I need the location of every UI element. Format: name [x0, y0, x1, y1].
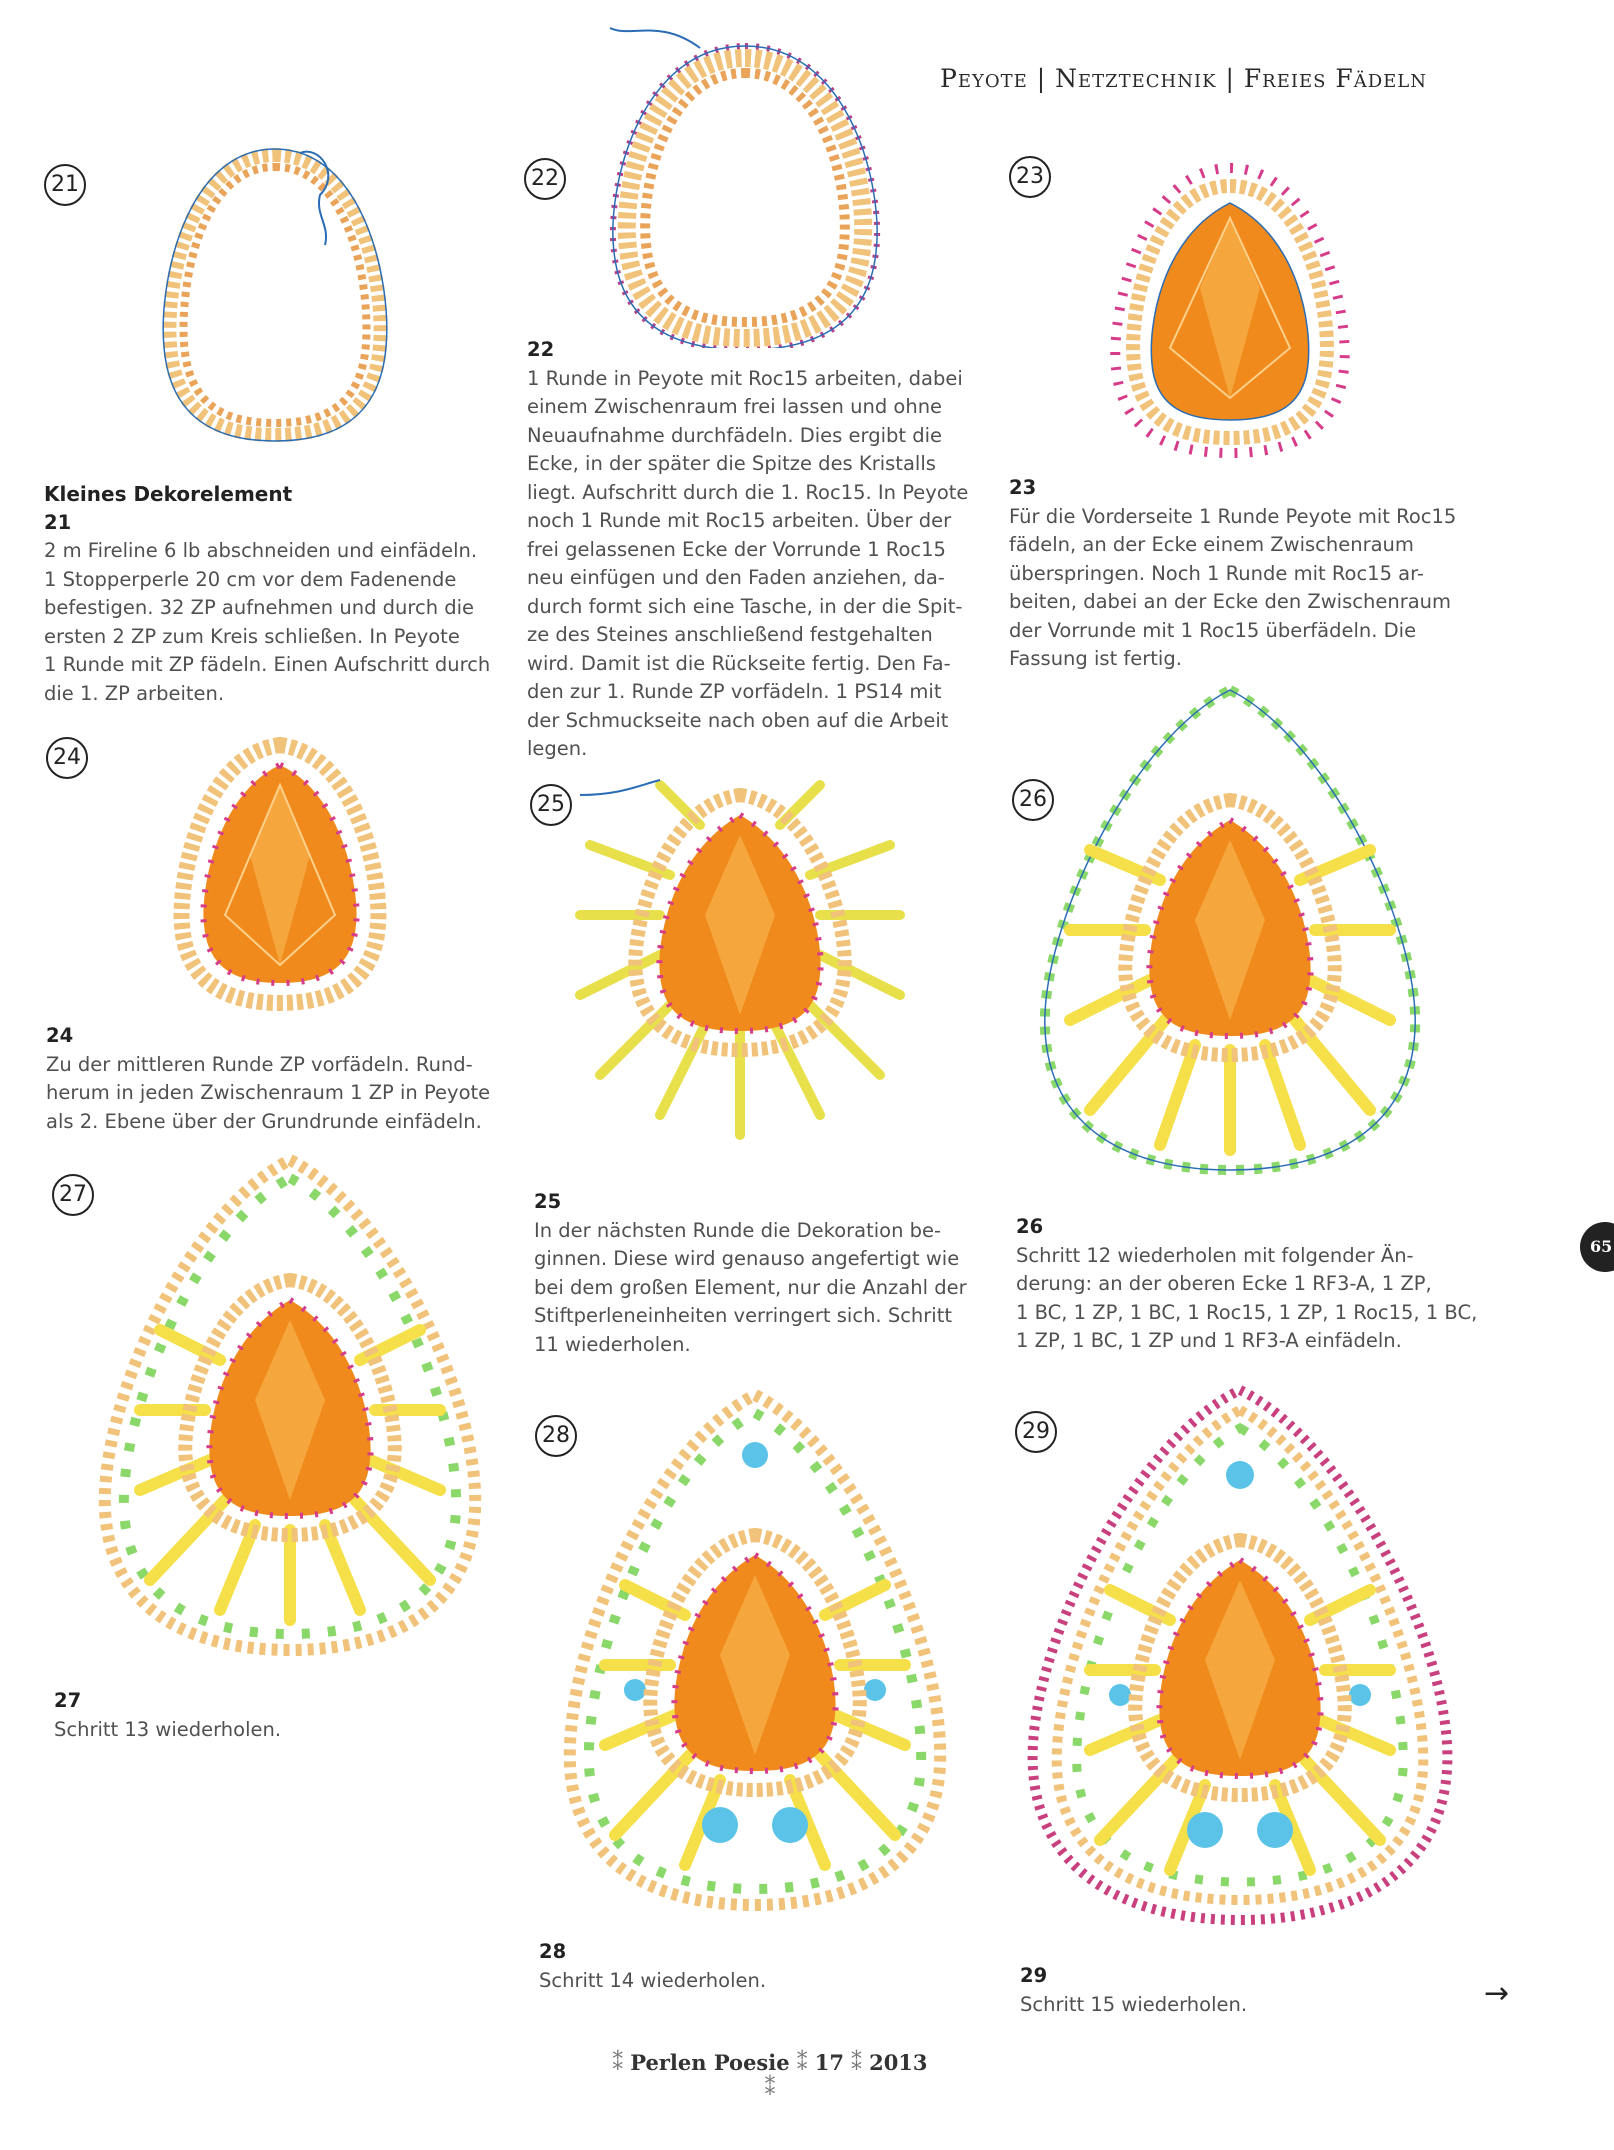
step-27-label: 27 — [54, 1689, 82, 1712]
diagram-21-bead-ring — [150, 135, 400, 455]
issue-year: 2013 — [869, 2050, 928, 2075]
diagram-29-finished-element — [1015, 1380, 1465, 1940]
section-title: Kleines Dekorelement — [44, 482, 293, 506]
step-25-label: 25 — [534, 1190, 562, 1213]
step-27-text — [54, 1687, 474, 1744]
step-26-body: Schritt 12 wiederholen mit folgender Än- derung: an der oberen Ecke 1 RF3-A, 1 ZP, 1 BC, 1 ZP, 1 BC, 1 Roc15, 1 ZP, 1 Roc15, 1 BC, 1 ZP, 1 BC, 1 ZP und 1 RF3-A einfädeln. — [1016, 1243, 1478, 1352]
step-24-body: Zu der mittleren Runde ZP vorfädeln. Rund- herum in jeden Zwischenraum 1 ZP in Peyote als 2. Ebene über der Grundrunde einfädeln. — [46, 1052, 491, 1133]
step-28-text — [539, 1938, 959, 1995]
step-25-body: In der nächsten Runde die Dekoration be- ginnen. Diese wird genauso angefertigt wie bei dem großen Element, nur die Anzahl der Stiftperleneinheiten verringert sich. Schritt 11 wiederholen. — [534, 1218, 967, 1356]
step-number-24: 24 — [46, 737, 88, 779]
next-page-arrow-icon: → — [1484, 1976, 1510, 2011]
step-22-label: 22 — [527, 338, 555, 361]
step-27-body: Schritt 13 wiederholen. — [54, 1717, 282, 1741]
step-24-label: 24 — [46, 1024, 74, 1047]
step-26-text — [1016, 1213, 1486, 1356]
step-21-label: 21 — [44, 510, 72, 534]
step-28-body: Schritt 14 wiederholen. — [539, 1968, 767, 1992]
step-number-22: 22 — [524, 158, 566, 200]
step-21-text — [44, 480, 514, 708]
step-number-23: 23 — [1009, 156, 1051, 198]
page-header: Peyote | Netztechnik | Freies Fädeln — [940, 64, 1428, 93]
page-side-tab: 65 — [1580, 1222, 1614, 1272]
step-number-21: 21 — [44, 164, 86, 206]
step-number-29: 29 — [1015, 1411, 1057, 1453]
step-24-text — [46, 1022, 516, 1136]
diagram-27-outer-frame — [90, 1150, 490, 1670]
diagram-26-outer-frame — [1030, 680, 1430, 1180]
diagram-23-crystal-setting — [1100, 148, 1360, 468]
step-22-text — [527, 336, 997, 764]
step-28-label: 28 — [539, 1940, 567, 1963]
step-number-26: 26 — [1012, 779, 1054, 821]
diagram-28-outer-frame — [555, 1385, 955, 1925]
step-23-text — [1009, 474, 1479, 674]
step-22-body: 1 Runde in Peyote mit Roc15 arbeiten, dabei einem Zwischenraum frei lassen und ohne Neuaufnahme durchfädeln. Dies ergibt die Ecke, in der später die Spitze des Kristalls liegt. Aufschritt durch die 1. Roc15. In Peyote noch 1 Runde mit Roc15 arbeiten. Über der frei gelassenen Ecke der Vorrunde 1 Roc15 neu einfügen und den Faden anziehen, da- durch formt sich eine Tasche, in der die Spit- ze des Steines anschließend festgehalten wird. Damit ist die Rückseite fertig. Den Fa- den zur 1. Runde ZP vorfädeln. 1 PS14 mit der Schmuckseite nach oben auf die Arbeit legen. — [527, 366, 969, 760]
diagram-25-decoration — [560, 765, 920, 1145]
page-footer: ⁑ Perlen Poesie ⁑ 17 ⁑ 2013 ⁑ — [612, 2050, 928, 2100]
step-26-label: 26 — [1016, 1215, 1044, 1238]
step-29-label: 29 — [1020, 1964, 1048, 1987]
step-23-body: Für die Vorderseite 1 Runde Peyote mit Roc15 fädeln, an der Ecke einem Zwischenraum überspringen. Noch 1 Runde mit Roc15 ar- beiten, dabei an der Ecke den Zwischenraum der Vorrunde mit 1 Roc15 überfädeln. Die Fassung ist fertig. — [1009, 504, 1457, 670]
step-21-body: 2 m Fireline 6 lb abschneiden und einfädeln. 1 Stopperperle 20 cm vor dem Fadenende befestigen. 32 ZP aufnehmen und durch die ersten 2 ZP zum Kreis schließen. In Peyote 1 Runde mit ZP fädeln. Einen Aufschritt durch die 1. ZP arbeiten. — [44, 539, 491, 705]
step-25-text — [534, 1188, 1004, 1359]
magazine-name: Perlen Poesie — [630, 2050, 790, 2075]
step-29-body: Schritt 15 wiederholen. — [1020, 1992, 1248, 2016]
step-number-28: 28 — [535, 1415, 577, 1457]
step-29-text — [1020, 1962, 1440, 2019]
diagram-22-bead-ring — [600, 18, 900, 348]
issue-number: 17 — [814, 2050, 844, 2075]
step-number-25: 25 — [530, 784, 572, 826]
step-23-label: 23 — [1009, 476, 1037, 499]
step-number-27: 27 — [52, 1174, 94, 1216]
diagram-24-crystal-setting — [170, 735, 390, 1015]
